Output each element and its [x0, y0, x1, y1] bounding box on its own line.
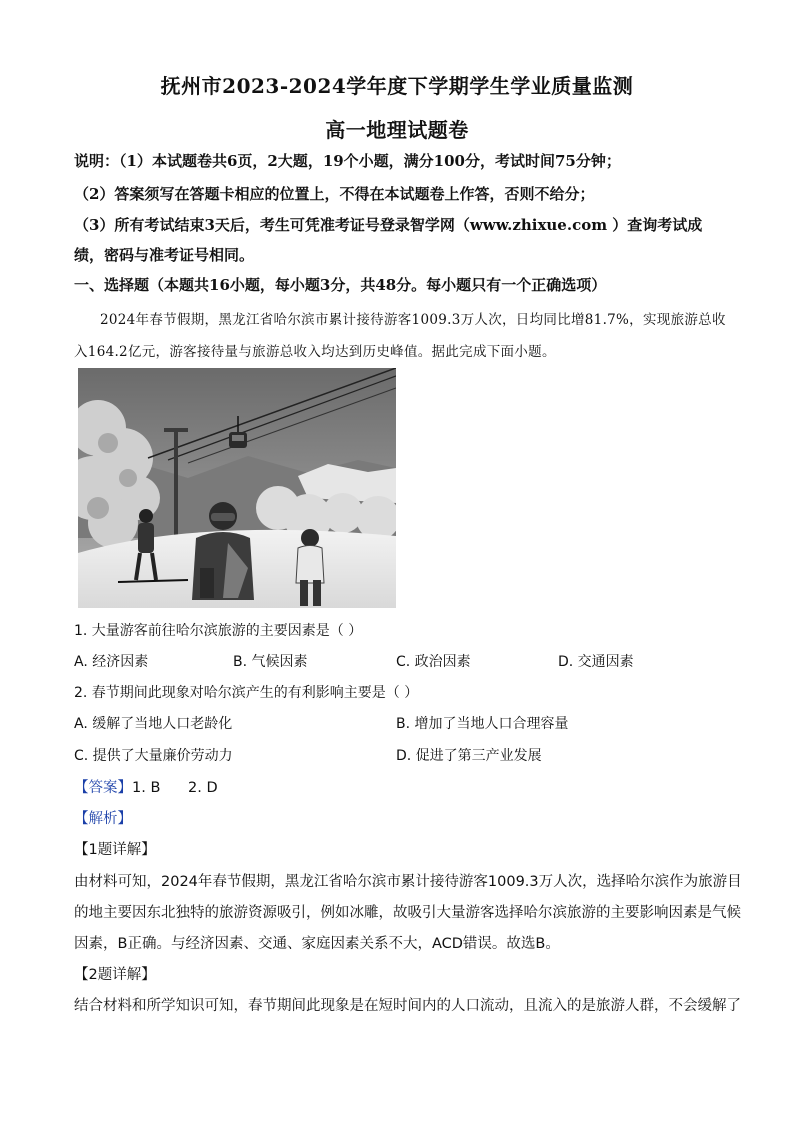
q2-option-d[interactable]: D. 促进了第三产业发展 — [396, 748, 542, 764]
question-2-stem: 2. 春节期间此现象对哈尔滨产生的有利影响主要是（ ） — [74, 685, 419, 701]
detail-1-line-3: 因素，B正确。与经济因素、交通、家庭因素关系不大，ACD错误。故选B。 — [74, 936, 560, 952]
detail-1-line-1: 由材料可知，2024年春节假期，黑龙江省哈尔滨市累计接待游客1009.3万人次，选择哈尔滨作为旅游目 — [74, 874, 742, 890]
ski-resort-photo — [78, 368, 396, 608]
answer-line — [74, 776, 724, 797]
detail-1-line-2: 的地主要因东北独特的旅游资源吸引，例如冰雕，故吸引大量游客选择哈尔滨旅游的主要影响因素是气候 — [74, 905, 741, 921]
ski-resort-image — [78, 368, 396, 608]
q2-option-a[interactable]: A. 缓解了当地人口老龄化 — [74, 716, 233, 732]
q2-option-b[interactable]: B. 增加了当地人口合理容量 — [396, 716, 569, 732]
instruction-line-4: 绩，密码与准考证号相同。 — [74, 246, 255, 264]
instruction-line-1: 说明：（1）本试题卷共6页，2大题，19个小题，满分100分，考试时间75分钟； — [74, 152, 621, 170]
q1-option-a[interactable]: A. 经济因素 — [74, 654, 149, 670]
exam-title: 抚州市2023-2024学年度下学期学生学业质量监测 — [160, 74, 634, 98]
q1-option-c[interactable]: C. 政治因素 — [396, 654, 471, 670]
instruction-line-3: （3）所有考试结束3天后，考生可凭准考证号登录智学网（www.zhixue.com ）查询考试成 — [74, 216, 703, 234]
instruction-line-2: （2）答案须写在答题卡相应的位置上，不得在本试题卷上作答，否则不给分； — [74, 185, 595, 203]
detail-1-tag: 【1题详解】 — [74, 842, 156, 858]
section-heading: 一、选择题（本题共16小题，每小题3分，共48分。每小题只有一个正确选项） — [74, 276, 607, 294]
answer-text: 1. B 2. D — [132, 780, 218, 796]
question-1-stem: 1. 大量游客前往哈尔滨旅游的主要因素是（ ） — [74, 623, 363, 639]
material-line-1: 2024年春节假期，黑龙江省哈尔滨市累计接待游客1009.3万人次，日均同比增81.7%，实现旅游总收 — [100, 312, 726, 328]
material-line-2: 入164.2亿元，游客接待量与旅游总收入均达到历史峰值。据此完成下面小题。 — [74, 344, 556, 360]
q2-option-c[interactable]: C. 提供了大量廉价劳动力 — [74, 748, 233, 764]
answer-tag: 【答案】 — [74, 780, 132, 796]
exam-subtitle: 高一地理试题卷 — [325, 118, 469, 142]
analysis-tag: 【解析】 — [74, 811, 132, 827]
q1-option-b[interactable]: B. 气候因素 — [233, 654, 308, 670]
detail-2-tag: 【2题详解】 — [74, 967, 156, 983]
q1-option-d[interactable]: D. 交通因素 — [558, 654, 634, 670]
detail-2-line-1: 结合材料和所学知识可知，春节期间此现象是在短时间内的人口流动，且流入的是旅游人群，不会缓解了 — [74, 998, 741, 1014]
